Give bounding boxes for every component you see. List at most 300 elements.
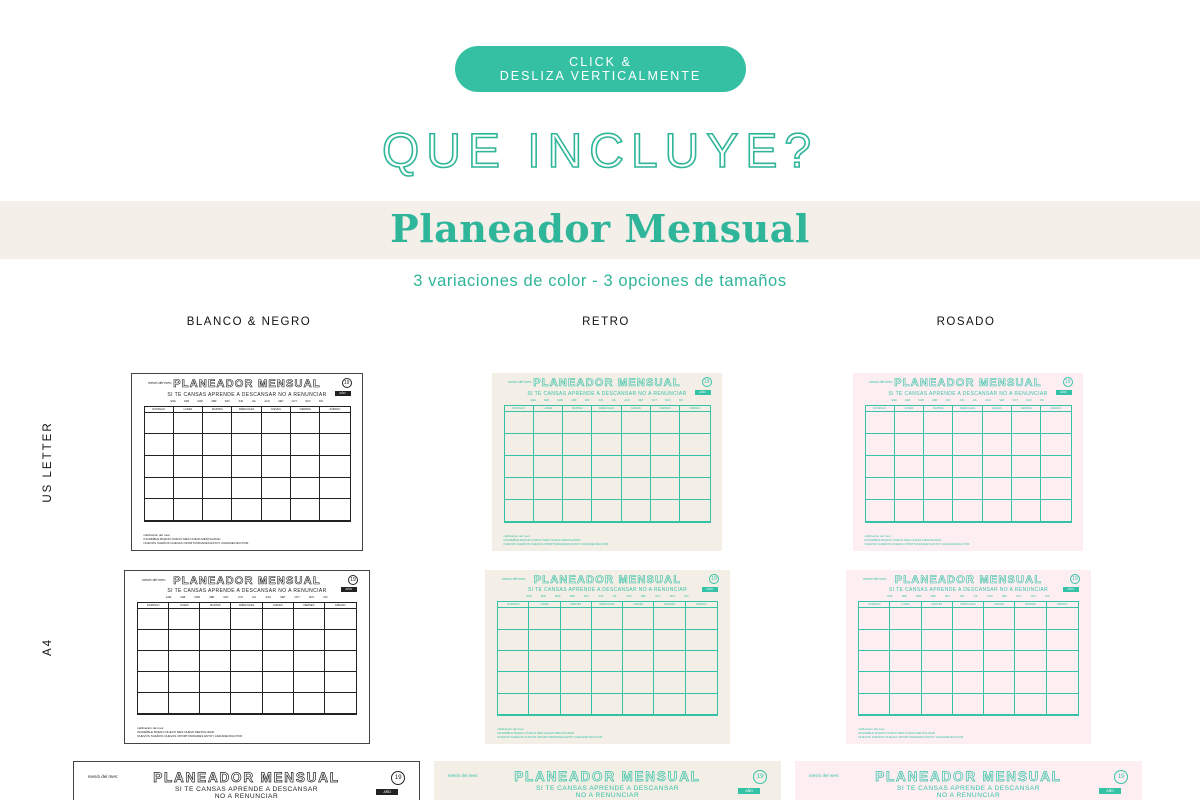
planner-day-cell: [953, 651, 984, 672]
planner-footer-options: INCREÍBLE BUENO NUEVO MES NUEVA MENTALIDAD: [858, 730, 936, 735]
planner-day-cell: [654, 630, 685, 651]
planner-day-cell: [563, 456, 592, 478]
planner-day-cell: [294, 609, 325, 630]
planner-day-header: SÁBADO: [320, 407, 349, 413]
planner-month-tick: OCT: [1012, 398, 1018, 402]
planner-day-cell: [953, 630, 984, 651]
planner-day-cell: [1012, 412, 1041, 434]
planner-card-a4-rosado[interactable]: [846, 570, 1091, 744]
planner-tagline-line-1: SI TE CANSAS APRENDE A DESCANSAR: [535, 785, 680, 792]
planner-month-label: mes/o del mes:: [148, 381, 172, 386]
planner-footer: [144, 533, 305, 545]
planner-day-cell: [529, 630, 560, 651]
planner-month-tick: JUL: [973, 595, 978, 599]
cta-line-2: DESLIZA VERTICALMENTE: [499, 69, 702, 83]
planner-calendar-grid: [137, 602, 357, 716]
planner-day-cell: [953, 412, 982, 434]
planner-day-cell: [1047, 694, 1078, 715]
planner-day-cell: [200, 609, 231, 630]
planner-calendar-grid: [858, 601, 1079, 716]
planner-day-cell: [138, 609, 169, 630]
planner-card-third-size-bw[interactable]: [73, 761, 420, 800]
planner-footer-options: INCREÍBLE BUENO NUEVO MES NUEVA MENTALIDAD: [864, 537, 942, 542]
planner-title: PLANEADOR MENSUAL: [533, 573, 682, 586]
planner-month-tick: ENE: [526, 595, 532, 599]
planner-day-cell: [592, 630, 623, 651]
planner-year-label: AÑO: [702, 587, 718, 592]
planner-day-cell: [924, 478, 953, 500]
planner-day-cell: [953, 608, 984, 629]
planner-day-cell: [203, 456, 232, 478]
planner-footer-options: INCREÍBLE BUENO NUEVO MES NUEVA MENTALIDAD: [503, 537, 581, 542]
planner-day-cell: [231, 672, 262, 693]
planner-day-header: LUNES: [890, 602, 921, 608]
planner-logo-badge: 19: [702, 377, 712, 387]
planner-day-cell: [895, 478, 924, 500]
planner-footer-options-2: NUEVOS SUEÑOS NUEVAS OPORTUNIDADES ESTOY AGRADECIDA POR:: [864, 541, 970, 546]
planner-day-cell: [623, 694, 654, 715]
planner-month-tick: ENE: [891, 398, 897, 402]
planner-day-cell: [320, 434, 349, 456]
planner-day-cell: [262, 456, 291, 478]
planner-card-us-letter-bw[interactable]: [131, 373, 363, 551]
planner-day-cell: [505, 500, 534, 522]
planner-day-cell: [686, 630, 717, 651]
planner-tagline: SI TE CANSAS APRENDE A DESCANSAR NO A RENUNCIAR: [888, 390, 1048, 397]
planner-month-tick: ABR: [209, 595, 215, 599]
planner-day-cell: [1015, 672, 1046, 693]
planner-day-cell: [505, 434, 534, 456]
planner-day-cell: [953, 694, 984, 715]
planner-day-cell: [1041, 500, 1070, 522]
planner-title: PLANEADOR MENSUAL: [173, 377, 321, 390]
planner-footer: [865, 534, 1026, 546]
planner-day-cell: [320, 413, 349, 435]
planner-day-cell: [1047, 651, 1078, 672]
planner-day-cell: [138, 693, 169, 714]
planner-day-header: JUEVES: [622, 406, 651, 412]
planner-calendar-grid: [504, 405, 711, 523]
planner-day-cell: [953, 434, 982, 456]
planner-month-tick: MAR: [557, 398, 563, 402]
planner-day-header: VIERNES: [651, 406, 680, 412]
planner-month-tick: JUL: [611, 398, 617, 402]
planner-day-cell: [859, 608, 890, 629]
planner-title: PLANEADOR MENSUAL: [533, 376, 681, 389]
planner-day-cell: [686, 694, 717, 715]
planner-day-cell: [563, 500, 592, 522]
planner-day-cell: [654, 672, 685, 693]
planner-month-tick: JUN: [237, 595, 243, 599]
planner-day-cell: [680, 456, 709, 478]
planner-day-cell: [1012, 478, 1041, 500]
planner-day-header: MARTES: [924, 406, 953, 412]
planner-day-cell: [534, 478, 563, 500]
planner-day-cell: [325, 693, 356, 714]
planner-day-cell: [622, 478, 651, 500]
planner-month-tick: FEB: [544, 398, 550, 402]
planner-day-cell: [561, 694, 592, 715]
planner-day-cell: [294, 693, 325, 714]
planner-day-cell: [203, 499, 232, 521]
planner-month-tick: ENE: [166, 595, 172, 599]
planner-day-cell: [953, 672, 984, 693]
planner-day-header: JUEVES: [983, 406, 1012, 412]
planner-day-cell: [561, 651, 592, 672]
planner-day-cell: [895, 500, 924, 522]
planner-day-cell: [895, 434, 924, 456]
planner-day-header: MARTES: [200, 603, 231, 609]
planner-day-cell: [325, 609, 356, 630]
planner-day-cell: [145, 413, 174, 435]
planner-footer-options-2: NUEVOS SUEÑOS NUEVAS OPORTUNIDADES ESTOY AGRADECIDA POR:: [143, 540, 249, 545]
planner-day-cell: [169, 651, 200, 672]
planner-month-tick: MAY: [224, 399, 230, 403]
planner-months-row: [883, 595, 1055, 598]
planner-month-tick: AGO: [985, 398, 991, 402]
planner-day-header: SÁBADO: [1047, 602, 1078, 608]
planner-month-tick: SEP: [999, 398, 1005, 402]
planner-day-cell: [325, 630, 356, 651]
planner-day-cell: [953, 478, 982, 500]
planner-day-header: LUNES: [174, 407, 203, 413]
planner-tagline: SI TE CANSAS APRENDE A DESCANSAR NO A RENUNCIAR: [167, 588, 327, 595]
planner-day-cell: [138, 651, 169, 672]
planner-day-header: LUNES: [895, 406, 924, 412]
planner-day-cell: [890, 672, 921, 693]
planner-tagline: [795, 785, 1142, 799]
planner-logo-badge: 19: [753, 770, 767, 784]
planner-day-cell: [680, 478, 709, 500]
planner-month-tick: NOV: [1026, 398, 1032, 402]
planner-footer-label: calificación del mes:: [864, 533, 892, 538]
planner-footer-options: INCREÍBLE BUENO NUEVO MES NUEVA MENTALIDAD: [497, 730, 575, 735]
planner-card-us-letter-retro[interactable]: [492, 373, 722, 551]
planner-day-cell: [651, 456, 680, 478]
planner-year-label: AÑO: [341, 587, 357, 592]
planner-day-cell: [529, 672, 560, 693]
planner-day-cell: [169, 672, 200, 693]
planner-month-tick: DIC: [679, 398, 684, 402]
planner-month-tick: ABR: [211, 399, 217, 403]
planner-day-cell: [325, 672, 356, 693]
planner-day-cell: [651, 412, 680, 434]
planner-calendar-grid: [497, 601, 718, 716]
planner-month-tick: SEP: [278, 399, 284, 403]
planner-day-cell: [174, 434, 203, 456]
planner-day-header: MIÉRCOLES: [232, 407, 261, 413]
planner-day-cell: [231, 651, 262, 672]
planner-day-cell: [174, 456, 203, 478]
planner-day-header: SÁBADO: [325, 603, 356, 609]
planner-day-header: LUNES: [529, 602, 560, 608]
planner-day-cell: [262, 434, 291, 456]
planner-day-cell: [231, 630, 262, 651]
planner-month-label: mes/o del mes:: [87, 774, 119, 779]
planner-card-us-letter-rosado[interactable]: [853, 373, 1083, 551]
row-label-a4: A4: [42, 637, 54, 657]
planner-day-cell: [686, 651, 717, 672]
planner-day-cell: [924, 500, 953, 522]
planner-month-label: mes/o del mes:: [142, 577, 166, 582]
planner-title: PLANEADOR MENSUAL: [894, 376, 1042, 389]
planner-year-label: AÑO: [695, 390, 711, 395]
planner-day-cell: [231, 609, 262, 630]
planner-day-cell: [320, 456, 349, 478]
planner-footer-label: calificación del mes:: [143, 532, 171, 537]
planner-month-tick: SEP: [640, 595, 646, 599]
planner-day-cell: [145, 434, 174, 456]
planner-day-cell: [922, 694, 953, 715]
planner-day-cell: [922, 630, 953, 651]
planner-month-tick: JUL: [612, 595, 617, 599]
planner-day-cell: [325, 651, 356, 672]
planner-month-tick: ABR: [569, 595, 575, 599]
planner-day-cell: [232, 499, 261, 521]
planner-month-tick: FEB: [901, 595, 907, 599]
planner-month-tick: NOV: [1030, 595, 1037, 599]
planner-day-cell: [1041, 434, 1070, 456]
planner-month-tick: SEP: [280, 595, 286, 599]
planner-day-cell: [232, 434, 261, 456]
planner-year-label: AÑO: [1099, 788, 1121, 794]
planner-day-cell: [924, 434, 953, 456]
planner-day-cell: [1041, 478, 1070, 500]
planner-day-cell: [174, 413, 203, 435]
planner-day-cell: [138, 672, 169, 693]
planner-day-cell: [263, 693, 294, 714]
planner-day-cell: [651, 500, 680, 522]
planner-day-cell: [294, 630, 325, 651]
planner-month-tick: FEB: [184, 399, 190, 403]
planner-month-label: mes/o del mes:: [502, 576, 526, 581]
planner-day-cell: [592, 456, 621, 478]
planner-tagline-line-2: NO A RENUNCIAR: [575, 792, 640, 799]
planner-day-cell: [1015, 608, 1046, 629]
planner-day-cell: [984, 672, 1015, 693]
planner-day-cell: [1015, 651, 1046, 672]
planner-month-tick: JUN: [598, 595, 604, 599]
planner-day-cell: [498, 651, 529, 672]
planner-day-cell: [262, 478, 291, 500]
planner-year-label: AÑO: [376, 789, 398, 795]
planner-day-cell: [294, 651, 325, 672]
planner-month-tick: AGO: [626, 595, 632, 599]
planner-day-cell: [895, 456, 924, 478]
planner-day-header: VIERNES: [291, 407, 320, 413]
page-headline: QUE INCLUYE?: [381, 125, 819, 178]
planner-day-cell: [1012, 456, 1041, 478]
planner-day-header: MIÉRCOLES: [953, 602, 984, 608]
planner-tagline-line-1: SI TE CANSAS APRENDE A DESCANSAR: [174, 786, 319, 793]
planner-month-tick: ABR: [571, 398, 577, 402]
planner-day-cell: [984, 608, 1015, 629]
planner-day-cell: [561, 608, 592, 629]
column-label-retro: RETRO: [582, 316, 630, 328]
planner-day-cell: [291, 413, 320, 435]
planner-month-tick: MAR: [194, 595, 201, 599]
planner-day-header: DOMINGO: [498, 602, 529, 608]
planner-day-cell: [263, 609, 294, 630]
planner-calendar-grid: [865, 405, 1072, 523]
planner-day-cell: [534, 500, 563, 522]
planner-day-header: JUEVES: [623, 602, 654, 608]
row-label-us-letter: US LETTER: [42, 421, 54, 503]
planner-day-cell: [623, 608, 654, 629]
planner-month-tick: OCT: [291, 399, 297, 403]
planner-day-cell: [866, 500, 895, 522]
planner-month-tick: AGO: [624, 398, 630, 402]
planner-day-header: VIERNES: [1015, 602, 1046, 608]
planner-day-cell: [983, 500, 1012, 522]
click-swipe-button[interactable]: [455, 46, 746, 92]
planner-card-third-size-retro[interactable]: [434, 761, 781, 800]
planner-day-cell: [203, 434, 232, 456]
planner-day-cell: [890, 608, 921, 629]
cta-line-1: CLICK &: [569, 55, 632, 69]
planner-month-label: mes/o del mes:: [863, 576, 887, 581]
planner-day-cell: [922, 608, 953, 629]
planner-day-cell: [294, 672, 325, 693]
planner-day-cell: [924, 412, 953, 434]
planner-tagline-line-2: NO A RENUNCIAR: [214, 793, 279, 800]
planner-month-tick: ENE: [530, 398, 536, 402]
planner-day-cell: [592, 478, 621, 500]
section-subtitle: 3 variaciones de color - 3 opciones de tamaños: [413, 272, 787, 290]
planner-month-tick: ENE: [887, 595, 893, 599]
planner-day-cell: [654, 694, 685, 715]
planner-day-cell: [859, 630, 890, 651]
planner-day-cell: [983, 478, 1012, 500]
planner-day-cell: [320, 499, 349, 521]
planner-day-cell: [924, 456, 953, 478]
planner-tagline: [74, 786, 419, 800]
planner-day-header: JUEVES: [262, 407, 291, 413]
planner-day-cell: [866, 478, 895, 500]
planner-day-header: VIERNES: [654, 602, 685, 608]
planner-day-cell: [498, 694, 529, 715]
planner-day-cell: [145, 499, 174, 521]
planner-day-cell: [622, 500, 651, 522]
planner-footer: [858, 727, 1030, 739]
planner-month-tick: DIC: [1040, 398, 1045, 402]
planner-month-tick: OCT: [651, 398, 657, 402]
planner-day-cell: [505, 456, 534, 478]
planner-card-third-size-rosado[interactable]: [795, 761, 1142, 800]
planner-tagline-line-2: NO A RENUNCIAR: [936, 792, 1001, 799]
planner-day-cell: [498, 608, 529, 629]
planner-day-cell: [231, 693, 262, 714]
planner-day-cell: [1047, 608, 1078, 629]
planner-day-cell: [232, 456, 261, 478]
planner-month-tick: MAR: [554, 595, 561, 599]
planner-day-cell: [680, 434, 709, 456]
planner-tagline: [434, 785, 781, 799]
planner-day-cell: [1012, 434, 1041, 456]
planner-day-cell: [145, 456, 174, 478]
planner-day-cell: [651, 434, 680, 456]
planner-footer-label: calificación del mes:: [503, 533, 531, 538]
planner-day-cell: [534, 434, 563, 456]
planner-footer-label: calificación del mes:: [858, 726, 886, 731]
planner-day-cell: [1047, 630, 1078, 651]
planner-title: PLANEADOR MENSUAL: [173, 574, 321, 587]
planner-months-row: [162, 596, 333, 599]
planner-card-a4-retro[interactable]: [485, 570, 730, 744]
planner-month-tick: MAR: [918, 398, 924, 402]
planner-logo-badge: 19: [1070, 574, 1080, 584]
planner-day-cell: [984, 651, 1015, 672]
planner-day-cell: [953, 456, 982, 478]
planner-day-cell: [529, 608, 560, 629]
planner-day-header: MIÉRCOLES: [592, 406, 621, 412]
planner-day-cell: [529, 651, 560, 672]
planner-year-label: AÑO: [1056, 390, 1072, 395]
planner-day-header: MIÉRCOLES: [953, 406, 982, 412]
planner-month-tick: OCT: [294, 595, 300, 599]
planner-month-label: mes/o del mes:: [447, 773, 479, 778]
planner-footer-options-2: NUEVOS SUEÑOS NUEVAS OPORTUNIDADES ESTOY AGRADECIDA POR:: [137, 733, 243, 738]
planner-day-cell: [983, 412, 1012, 434]
planner-day-cell: [953, 500, 982, 522]
planner-day-cell: [592, 608, 623, 629]
planner-day-cell: [563, 478, 592, 500]
planner-card-a4-bw[interactable]: [124, 570, 370, 744]
planner-month-tick: JUL: [251, 595, 257, 599]
planner-day-cell: [984, 630, 1015, 651]
planner-day-cell: [622, 456, 651, 478]
planner-day-header: JUEVES: [263, 603, 294, 609]
planner-year-label: AÑO: [1063, 587, 1079, 592]
planner-day-cell: [1015, 694, 1046, 715]
planner-day-cell: [232, 478, 261, 500]
planner-day-cell: [561, 672, 592, 693]
planner-footer-options-2: NUEVOS SUEÑOS NUEVAS OPORTUNIDADES ESTOY AGRADECIDA POR:: [503, 541, 609, 546]
planner-month-label: mes/o del mes:: [508, 380, 532, 385]
planner-month-tick: DIC: [1045, 595, 1050, 599]
planner-day-cell: [922, 651, 953, 672]
planner-day-cell: [203, 413, 232, 435]
planner-logo-badge: 19: [709, 574, 719, 584]
planner-tagline: SI TE CANSAS APRENDE A DESCANSAR NO A RENUNCIAR: [527, 390, 687, 397]
planner-day-header: MARTES: [203, 407, 232, 413]
planner-day-header: VIERNES: [1012, 406, 1041, 412]
planner-month-tick: ABR: [930, 595, 936, 599]
planner-day-cell: [291, 434, 320, 456]
planner-month-tick: NOV: [665, 398, 671, 402]
planner-day-cell: [505, 478, 534, 500]
planner-day-header: MIÉRCOLES: [592, 602, 623, 608]
planner-day-cell: [592, 672, 623, 693]
planner-day-cell: [1015, 630, 1046, 651]
planner-day-cell: [534, 412, 563, 434]
planner-day-cell: [890, 651, 921, 672]
planner-month-tick: ENE: [170, 399, 176, 403]
planner-day-cell: [859, 694, 890, 715]
planner-day-cell: [890, 630, 921, 651]
planner-month-tick: JUL: [972, 398, 978, 402]
planner-day-header: MIÉRCOLES: [231, 603, 262, 609]
planner-calendar-grid: [144, 406, 351, 522]
planner-day-cell: [138, 630, 169, 651]
planner-month-tick: JUN: [598, 398, 604, 402]
planner-months-row: [522, 595, 694, 598]
planner-title: PLANEADOR MENSUAL: [514, 769, 701, 784]
planner-day-cell: [200, 672, 231, 693]
planner-day-cell: [680, 412, 709, 434]
planner-month-tick: DIC: [319, 399, 324, 403]
planner-month-tick: FEB: [180, 595, 186, 599]
